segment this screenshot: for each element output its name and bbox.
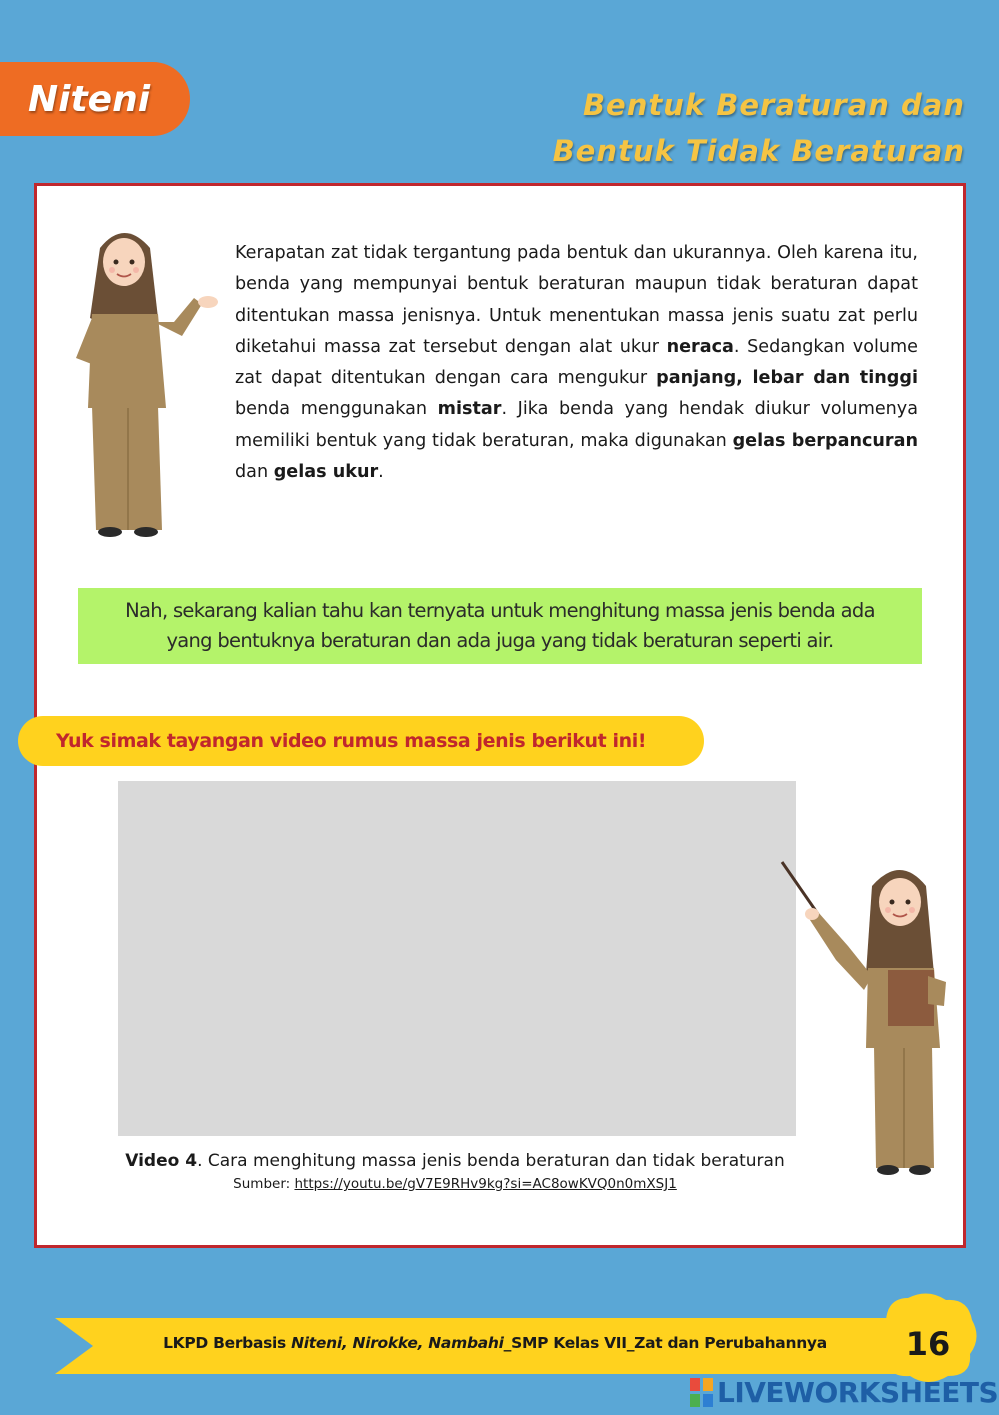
intro-bold-gelas-berpancuran: gelas berpancuran xyxy=(732,430,919,451)
footer-text-1: LKPD Berbasis xyxy=(163,1334,292,1352)
intro-bold-neraca: neraca xyxy=(666,336,734,357)
video-caption xyxy=(60,1151,850,1171)
teacher-with-pointer-illustration xyxy=(778,856,958,1178)
intro-text-1: Kerapatan zat tidak tergantung pada bentuk dan ukurannya. Oleh karena itu, benda yang mempunyai bentuk beraturan maupun tidak beraturan dapat ditentukan massa jenisnya. Untuk menentukan massa jenis suatu zat perlu diketahui massa zat tersebut dengan alat ukur xyxy=(235,243,918,357)
intro-paragraph xyxy=(235,238,918,488)
page-title-line2: Bentuk Tidak Beraturan xyxy=(552,134,965,168)
video-prompt-text: Yuk simak tayangan video rumus massa jenis berikut ini! xyxy=(56,730,647,752)
section-tab-label: Niteni xyxy=(28,78,151,120)
liveworksheets-logo xyxy=(690,1376,998,1409)
intro-bold-mistar: mistar xyxy=(437,399,502,420)
intro-bold-gelas-ukur: gelas ukur xyxy=(273,462,379,483)
video-caption-text: . Cara menghitung massa jenis benda beraturan dan tidak beraturan xyxy=(197,1151,785,1171)
page-title-line1: Bentuk Beraturan dan xyxy=(582,88,965,122)
note-box xyxy=(78,588,922,664)
footer-text xyxy=(100,1334,890,1352)
video-prompt-banner xyxy=(18,716,704,766)
liveworksheets-text: LIVEWORKSHEETS xyxy=(717,1376,999,1409)
video-caption-label: Video 4 xyxy=(125,1151,198,1171)
footer-text-2: _SMP Kelas VII_Zat dan Perubahannya xyxy=(503,1334,827,1352)
video-source-label: Sumber: xyxy=(233,1176,295,1192)
intro-text-5: dan xyxy=(235,462,274,483)
intro-text-6: . xyxy=(378,462,384,483)
note-line2: yang bentuknya beraturan dan ada juga yang tidak beraturan seperti air. xyxy=(166,629,834,652)
video-source xyxy=(60,1176,850,1192)
section-tab xyxy=(0,62,190,136)
liveworksheets-icon xyxy=(690,1378,714,1408)
note-line1: Nah, sekarang kalian tahu kan ternyata untuk menghitung massa jenis benda ada xyxy=(125,599,875,622)
intro-bold-dimensions: panjang, lebar dan tinggi xyxy=(656,368,918,389)
teacher-illustration-left xyxy=(62,218,222,540)
footer-text-italic: Niteni, Nirokke, Nambahi xyxy=(291,1334,504,1352)
intro-text-2: . Sedangkan volume zat dapat ditentukan dengan cara mengukur xyxy=(235,336,918,389)
page-number: 16 xyxy=(905,1325,951,1363)
intro-text-3: benda menggunakan xyxy=(235,399,438,420)
video-source-link[interactable]: https://youtu.be/gV7E9RHv9kg?si=AC8owKVQ0n0mXSJ1 xyxy=(294,1176,677,1192)
page-title xyxy=(520,82,965,174)
video-player[interactable] xyxy=(118,781,796,1136)
intro-text-4: . Jika benda yang hendak diukur volumenya memiliki bentuk yang tidak beraturan, maka digunakan xyxy=(235,399,918,451)
